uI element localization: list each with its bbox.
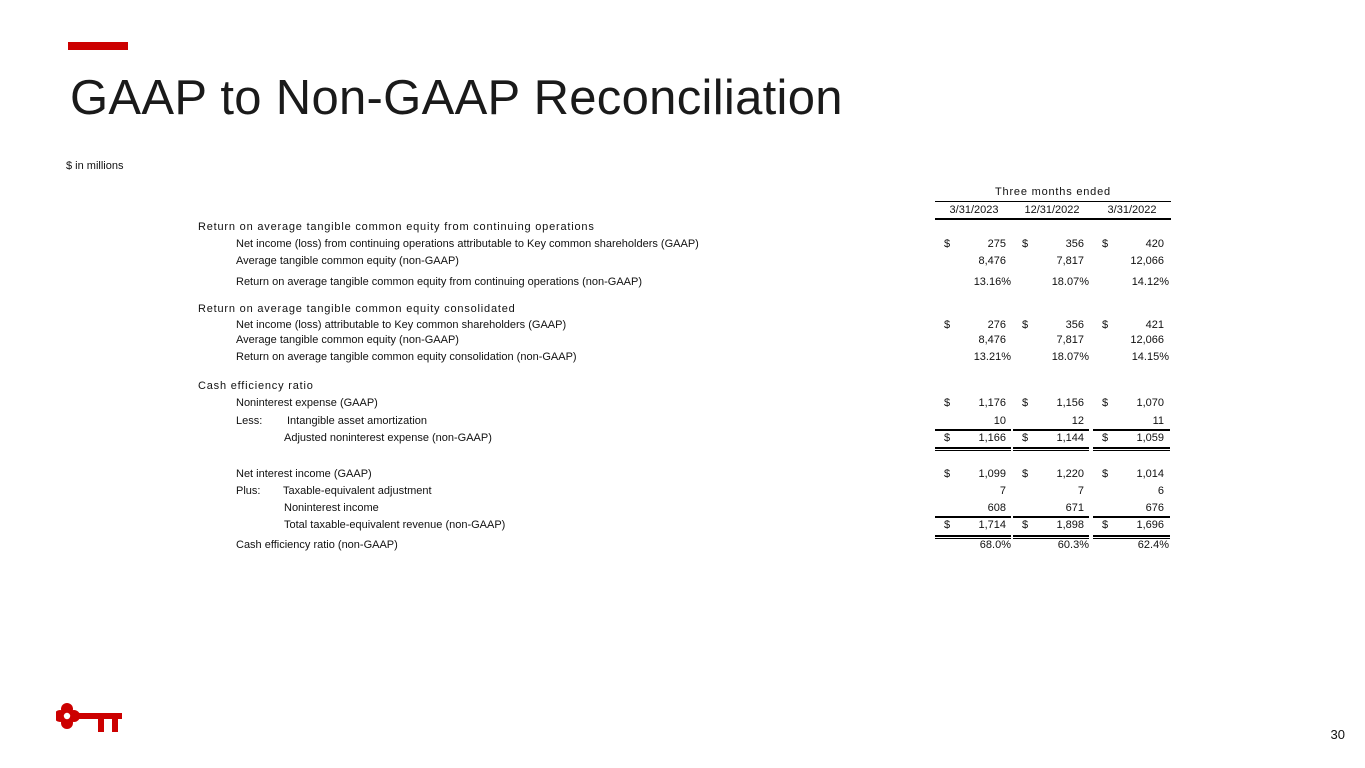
- value-cell: [1013, 519, 1091, 535]
- row-label: Return on average tangible common equity consolidation (non-GAAP): [236, 351, 577, 363]
- row-label: Cash efficiency ratio (non-GAAP): [236, 539, 398, 551]
- cell-value: 14.12%: [1131, 276, 1169, 288]
- table-row: [0, 334, 1365, 350]
- value-cell: [1093, 485, 1171, 501]
- title-accent-bar: [68, 42, 128, 50]
- table-row: [0, 238, 1365, 254]
- table-row: [0, 485, 1365, 501]
- total-rule: [935, 447, 1011, 449]
- value-cell: [1013, 468, 1091, 484]
- units-note: $ in millions: [66, 160, 124, 172]
- cell-value: 676: [1145, 502, 1164, 514]
- table-row: [0, 255, 1365, 271]
- row-label: Return on average tangible common equity from continuing operations (non-GAAP): [236, 276, 643, 288]
- cell-value: 1,166: [978, 432, 1006, 444]
- page-title: GAAP to Non-GAAP Reconciliation: [70, 71, 843, 125]
- currency-symbol: $: [1102, 468, 1109, 480]
- total-rule: [1013, 538, 1089, 539]
- section-title: Cash efficiency ratio: [198, 380, 314, 392]
- currency-symbol: $: [944, 397, 951, 409]
- cell-value: 8,476: [978, 255, 1006, 267]
- value-cell: [935, 485, 1013, 501]
- currency-symbol: $: [1022, 397, 1029, 409]
- row-prefix: Plus:: [236, 485, 261, 497]
- value-cell: [1013, 397, 1091, 413]
- cell-value: 1,144: [1056, 432, 1084, 444]
- cell-value: 12: [1071, 415, 1084, 427]
- total-rule: [935, 450, 1011, 451]
- cell-value: 356: [1065, 319, 1084, 331]
- cell-value: 1,059: [1136, 432, 1164, 444]
- cell-value: 13.16%: [973, 276, 1011, 288]
- cell-value: 12,066: [1130, 255, 1164, 267]
- cell-value: 13.21%: [973, 351, 1011, 363]
- value-cell: [935, 276, 1013, 292]
- table-row: [0, 351, 1365, 367]
- row-label: Net income (loss) from continuing operations attributable to Key common shareholders (GAAP): [236, 238, 699, 250]
- currency-symbol: $: [1022, 319, 1029, 331]
- cell-value: 18.07%: [1051, 276, 1089, 288]
- row-label: Net income (loss) attributable to Key common shareholders (GAAP): [236, 319, 567, 331]
- total-rule: [935, 538, 1011, 539]
- total-rule: [1093, 538, 1170, 539]
- cell-value: 1,099: [978, 468, 1006, 480]
- cell-value: 6: [1157, 485, 1164, 497]
- section-header-row: [0, 303, 1365, 319]
- section-title: Return on average tangible common equity from continuing operations: [198, 221, 595, 233]
- header-rule: [935, 218, 1171, 220]
- cell-value: 1,176: [978, 397, 1006, 409]
- row-label: Taxable-equivalent adjustment: [283, 485, 432, 497]
- currency-symbol: $: [1022, 432, 1029, 444]
- value-cell: [1013, 351, 1091, 367]
- cell-value: 7: [1077, 485, 1084, 497]
- cell-value: 276: [987, 319, 1006, 331]
- value-cell: [1013, 539, 1091, 555]
- column-header: 12/31/2022: [1024, 204, 1080, 216]
- value-cell: [1013, 432, 1091, 448]
- row-label: Average tangible common equity (non-GAAP): [236, 255, 459, 267]
- row-prefix: Less:: [236, 415, 263, 427]
- total-rule: [935, 429, 1011, 431]
- value-cell: [1093, 255, 1171, 271]
- cell-value: 14.15%: [1131, 351, 1169, 363]
- value-cell: [1013, 319, 1091, 335]
- value-cell: [1093, 351, 1171, 367]
- value-cell: [1093, 238, 1171, 254]
- currency-symbol: $: [944, 519, 951, 531]
- value-cell: [1093, 539, 1171, 555]
- value-cell: [1013, 255, 1091, 271]
- row-label: Noninterest expense (GAAP): [236, 397, 378, 409]
- value-cell: [935, 397, 1013, 413]
- total-rule: [1013, 450, 1089, 451]
- row-label: Net interest income (GAAP): [236, 468, 372, 480]
- total-rule: [1093, 535, 1170, 537]
- total-rule: [1013, 516, 1089, 518]
- value-cell: [935, 351, 1013, 367]
- cell-value: 1,898: [1056, 519, 1084, 531]
- cell-value: 68.0%: [979, 539, 1011, 551]
- cell-value: 356: [1065, 238, 1084, 250]
- currency-symbol: $: [1022, 519, 1029, 531]
- cell-value: 10: [993, 415, 1006, 427]
- value-cell: [935, 319, 1013, 335]
- value-cell: [935, 519, 1013, 535]
- cell-value: 608: [987, 502, 1006, 514]
- table-row: [0, 432, 1365, 448]
- value-cell: [935, 468, 1013, 484]
- currency-symbol: $: [1102, 519, 1109, 531]
- currency-symbol: $: [1102, 238, 1109, 250]
- cell-value: 7,817: [1056, 255, 1084, 267]
- value-cell: [935, 539, 1013, 555]
- total-rule: [935, 535, 1011, 537]
- value-cell: [1013, 485, 1091, 501]
- value-cell: [1013, 276, 1091, 292]
- value-cell: [935, 255, 1013, 271]
- cell-value: 275: [987, 238, 1006, 250]
- header-rule: [935, 201, 1171, 202]
- cell-value: 1,014: [1136, 468, 1164, 480]
- table-row: [0, 319, 1365, 335]
- cell-value: 11: [1152, 415, 1164, 427]
- row-label: Average tangible common equity (non-GAAP): [236, 334, 459, 346]
- currency-symbol: $: [1022, 238, 1029, 250]
- row-label: Intangible asset amortization: [287, 415, 428, 427]
- value-cell: [935, 238, 1013, 254]
- section-header-row: [0, 380, 1365, 396]
- cell-value: 8,476: [978, 334, 1006, 346]
- cell-value: 420: [1145, 238, 1164, 250]
- cell-value: 18.07%: [1051, 351, 1089, 363]
- cell-value: 1,070: [1136, 397, 1164, 409]
- table-row: [0, 468, 1365, 484]
- value-cell: [1013, 334, 1091, 350]
- cell-value: 671: [1065, 502, 1084, 514]
- currency-symbol: $: [944, 432, 951, 444]
- column-group-header: Three months ended: [995, 186, 1111, 198]
- row-label: Adjusted noninterest expense (non-GAAP): [284, 432, 492, 444]
- cell-value: 1,696: [1136, 519, 1164, 531]
- row-label: Total taxable-equivalent revenue (non-GAAP): [284, 519, 506, 531]
- currency-symbol: $: [944, 238, 951, 250]
- value-cell: [1093, 397, 1171, 413]
- cell-value: 12,066: [1130, 334, 1164, 346]
- value-cell: [1093, 468, 1171, 484]
- value-cell: [1093, 319, 1171, 335]
- value-cell: [935, 334, 1013, 350]
- currency-symbol: $: [1102, 319, 1109, 331]
- table-row: [0, 519, 1365, 535]
- section-header-row: [0, 221, 1365, 237]
- row-label: Noninterest income: [284, 502, 379, 514]
- table-row: [0, 539, 1365, 555]
- value-cell: [1013, 238, 1091, 254]
- cell-value: 421: [1145, 319, 1164, 331]
- cell-value: 1,220: [1056, 468, 1084, 480]
- total-rule: [1093, 516, 1170, 518]
- currency-symbol: $: [944, 468, 951, 480]
- cell-value: 1,714: [978, 519, 1006, 531]
- total-rule: [935, 516, 1011, 518]
- total-rule: [1093, 447, 1170, 449]
- section-title: Return on average tangible common equity consolidated: [198, 303, 516, 315]
- value-cell: [1093, 519, 1171, 535]
- cell-value: 60.3%: [1057, 539, 1089, 551]
- cell-value: 1,156: [1056, 397, 1084, 409]
- column-header: 3/31/2023: [949, 204, 999, 216]
- value-cell: [935, 432, 1013, 448]
- table-row: [0, 276, 1365, 292]
- column-header: 3/31/2022: [1107, 204, 1157, 216]
- key-logo-icon: [56, 702, 124, 736]
- total-rule: [1013, 535, 1089, 537]
- currency-symbol: $: [1022, 468, 1029, 480]
- cell-value: 7,817: [1056, 334, 1084, 346]
- total-rule: [1093, 450, 1170, 451]
- value-cell: [1093, 276, 1171, 292]
- currency-symbol: $: [1102, 397, 1109, 409]
- cell-value: 7: [999, 485, 1006, 497]
- page-number: 30: [1330, 727, 1345, 742]
- cell-value: 62.4%: [1137, 539, 1169, 551]
- value-cell: [1093, 334, 1171, 350]
- total-rule: [1013, 429, 1089, 431]
- currency-symbol: $: [944, 319, 951, 331]
- value-cell: [1093, 432, 1171, 448]
- total-rule: [1093, 429, 1170, 431]
- currency-symbol: $: [1102, 432, 1109, 444]
- total-rule: [1013, 447, 1089, 449]
- table-row: [0, 397, 1365, 413]
